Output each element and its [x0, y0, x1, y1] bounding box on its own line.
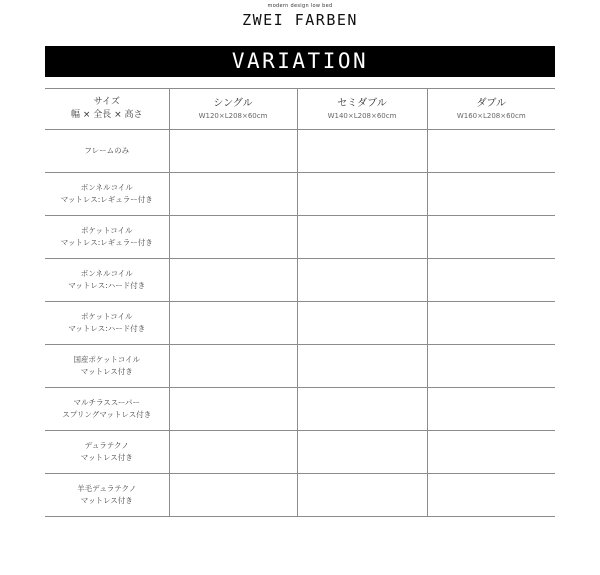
row-label-line2: マットレス付き	[80, 453, 133, 462]
row-label-line1: 羊毛デュラテクノ	[77, 484, 137, 493]
table-cell	[169, 130, 297, 173]
table-cell	[297, 259, 427, 302]
table-cell	[169, 259, 297, 302]
column-header-semi-double	[297, 89, 427, 130]
table-cell	[297, 302, 427, 345]
table-cell	[169, 173, 297, 216]
variation-table	[45, 88, 555, 517]
table-cell	[297, 474, 427, 517]
table-cell	[427, 474, 555, 517]
table-cell	[427, 259, 555, 302]
table-row	[45, 388, 555, 431]
brand-name: ZWEI FARBEN	[242, 11, 358, 29]
row-label	[45, 431, 169, 474]
row-label	[45, 302, 169, 345]
table-cell	[427, 130, 555, 173]
size-name: ダブル	[476, 98, 507, 109]
corner-label: サイズ	[93, 97, 120, 107]
table-header-row	[45, 89, 555, 130]
row-label-line1: デュラテクノ	[84, 441, 129, 450]
table-cell	[427, 431, 555, 474]
size-name: セミダブル	[337, 98, 387, 109]
table-cell	[297, 173, 427, 216]
table-row	[45, 302, 555, 345]
table-cell	[427, 345, 555, 388]
table-row	[45, 259, 555, 302]
row-label	[45, 388, 169, 431]
column-header-double	[427, 89, 555, 130]
table-cell	[427, 173, 555, 216]
table-row	[45, 173, 555, 216]
size-dimensions: W120×L208×60cm	[198, 112, 268, 120]
table-cell	[169, 474, 297, 517]
brand-tagline: modern design low bed	[267, 3, 333, 9]
row-label-line1: 国産ポケットコイル	[73, 355, 141, 364]
table-cell	[169, 388, 297, 431]
table-cell	[297, 345, 427, 388]
row-label-line1: マルチラススーパー	[73, 398, 141, 407]
table-row	[45, 130, 555, 173]
table-cell	[169, 216, 297, 259]
row-label-line2: マットレス:ハード付き	[68, 324, 146, 333]
row-label	[45, 345, 169, 388]
row-label-line2: マットレス:ハード付き	[68, 281, 146, 290]
column-header-single	[169, 89, 297, 130]
row-label-line2: スプリングマットレス付き	[62, 410, 152, 419]
table-cell	[427, 302, 555, 345]
table-cell	[427, 388, 555, 431]
row-label-line1: ボンネルコイル	[80, 269, 133, 278]
table-cell	[297, 216, 427, 259]
row-label-line1: ポケットコイル	[80, 312, 133, 321]
row-label	[45, 474, 169, 517]
row-label	[45, 173, 169, 216]
table-cell	[169, 431, 297, 474]
size-name: シングル	[213, 98, 253, 109]
row-label-line2: マットレス付き	[80, 496, 133, 505]
table-cell	[427, 216, 555, 259]
size-dimensions: W160×L208×60cm	[456, 112, 526, 120]
size-corner-header	[45, 89, 169, 130]
table-cell	[169, 302, 297, 345]
row-label	[45, 259, 169, 302]
size-dimensions: W140×L208×60cm	[327, 112, 397, 120]
table-row	[45, 474, 555, 517]
table-cell	[297, 130, 427, 173]
row-label	[45, 130, 169, 173]
row-label-line1: フレームのみ	[84, 146, 130, 155]
table-cell	[297, 388, 427, 431]
table-row	[45, 216, 555, 259]
row-label-line1: ボンネルコイル	[80, 183, 133, 192]
corner-sublabel: 幅 × 全長 × 高さ	[70, 110, 143, 120]
row-label-line2: マットレス:レギュラー付き	[60, 238, 153, 247]
table-cell	[169, 345, 297, 388]
row-label-line2: マットレス:レギュラー付き	[60, 195, 153, 204]
variation-banner: VARIATION	[45, 46, 555, 77]
row-label	[45, 216, 169, 259]
table-cell	[297, 431, 427, 474]
row-label-line1: ポケットコイル	[80, 226, 133, 235]
table-row	[45, 345, 555, 388]
row-label-line2: マットレス付き	[80, 367, 133, 376]
table-row	[45, 431, 555, 474]
